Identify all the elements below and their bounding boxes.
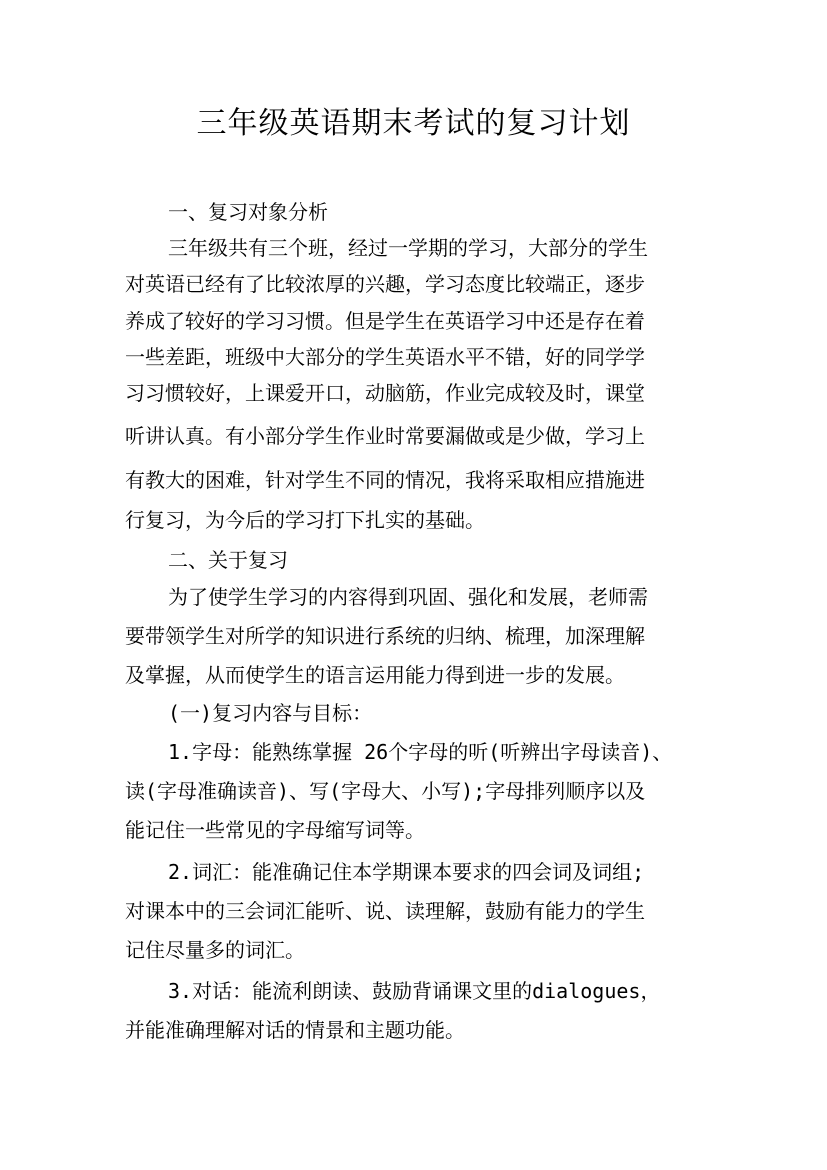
paragraph-line: 3.对话：能流利朗读、鼓励背诵课文里的dialogues，: [168, 979, 661, 1003]
paragraph-line: 有教大的困难，针对学生不同的情况，我将采取相应措施进: [125, 468, 645, 492]
paragraph-line: 1.字母：能熟练掌握 26个字母的听(听辨出字母读音)、: [168, 740, 673, 764]
paragraph-line: 习习惯较好，上课爱开口，动脑筋，作业完成较及时，课堂: [125, 381, 645, 405]
paragraph-line: 及掌握，从而使学生的语言运用能力得到进一步的发展。: [125, 663, 625, 687]
paragraph-line: 听讲认真。有小部分学生作业时常要漏做或是少做，学习上: [125, 424, 645, 448]
paragraph-line: 对英语已经有了比较浓厚的兴趣，学习态度比较端正，逐步: [125, 272, 645, 296]
paragraph-line: 一些差距，班级中大部分的学生英语水平不错，好的同学学: [125, 345, 645, 369]
paragraph-line: 三年级共有三个班，经过一学期的学习，大部分的学生: [168, 236, 648, 260]
section-heading-2: 二、关于复习: [168, 548, 288, 572]
subsection-heading: (一)复习内容与目标：: [168, 701, 373, 725]
paragraph-line: 为了使学生学习的内容得到巩固、强化和发展，老师需: [168, 585, 648, 609]
document-title: 三年级英语期末考试的复习计划: [196, 106, 631, 141]
paragraph-line: 行复习，为今后的学习打下扎实的基础。: [125, 508, 485, 532]
paragraph-line: 能记住一些常见的字母缩写词等。: [125, 818, 425, 842]
section-heading-1: 一、复习对象分析: [168, 200, 328, 224]
paragraph-line: 读(字母准确读音)、写(字母大、小写);字母排列顺序以及: [125, 779, 646, 803]
paragraph-line: 2.词汇：能准确记住本学期课本要求的四会词及词组;: [168, 860, 645, 884]
paragraph-line: 养成了较好的学习习惯。但是学生在英语学习中还是存在着: [125, 309, 645, 333]
paragraph-line: 对课本中的三会词汇能听、说、读理解，鼓励有能力的学生: [125, 899, 645, 923]
paragraph-line: 并能准确理解对话的情景和主题功能。: [125, 1018, 465, 1042]
paragraph-line: 记住尽量多的词汇。: [125, 938, 305, 962]
paragraph-line: 要带领学生对所学的知识进行系统的归纳、梳理，加深理解: [125, 624, 645, 648]
